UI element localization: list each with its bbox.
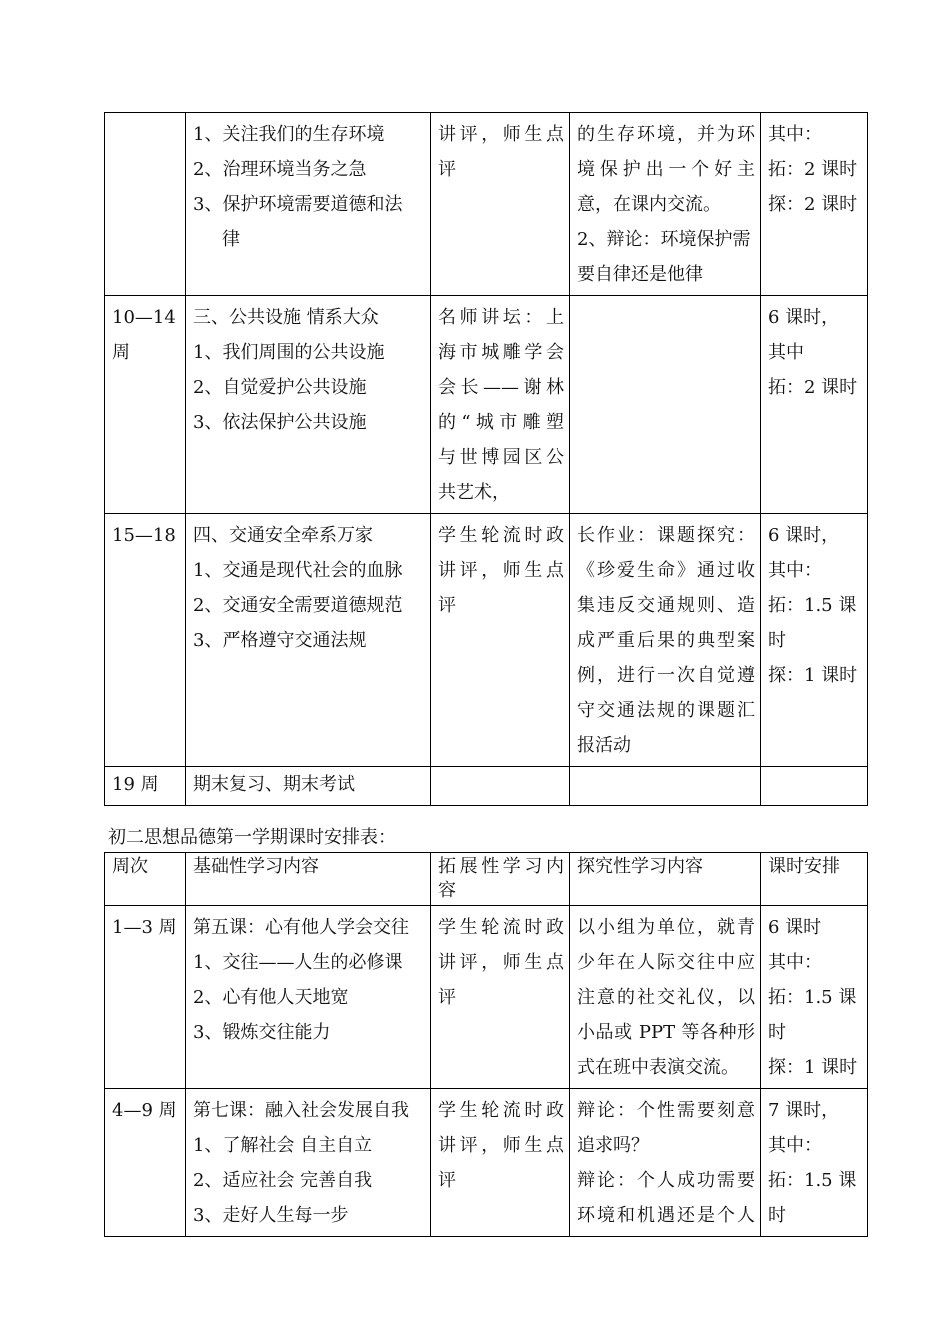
text-line: 式在班中表演交流。 <box>577 1057 739 1078</box>
text-line: 辩论：个人成功需要 <box>577 1170 755 1191</box>
text-line: 讲评，师生点 <box>438 124 564 145</box>
text-line: 7 课时， <box>768 1100 840 1121</box>
header-basic <box>186 853 431 906</box>
schedule-table <box>104 852 868 1237</box>
text-line: 名师讲坛：上 <box>438 307 564 328</box>
inquiry-content-cell <box>570 514 761 767</box>
text-line: 拓：1.5 课 <box>768 987 857 1008</box>
inquiry-content-cell <box>570 767 761 806</box>
header-label: 课时安排 <box>768 856 840 877</box>
week-label: 15—18 <box>112 525 176 546</box>
text-line: 要自律还是他律 <box>577 264 703 285</box>
text-line: 少年在人际交往中应 <box>577 952 755 973</box>
list-item: 2、治理环境当务之急 <box>193 159 367 180</box>
text-line: 讲评，师生点 <box>438 1135 564 1156</box>
text-line: 拓：1.5 课 <box>768 1170 857 1191</box>
text-line: 6 课时， <box>768 525 840 546</box>
list-item: 四、交通安全牵系万家 <box>193 525 373 546</box>
text-line: 追求吗？ <box>577 1135 649 1156</box>
text-line: 拓：2 课时 <box>768 159 858 180</box>
list-item: 2、适应社会 完善自我 <box>193 1170 373 1191</box>
table-row <box>105 296 868 514</box>
extension-content-cell <box>431 1089 570 1237</box>
week-cell <box>105 514 186 767</box>
text-line: 评 <box>438 159 456 180</box>
text-line: 时 <box>768 630 786 651</box>
text-line: 共艺术， <box>438 482 510 503</box>
list-item: 第五课：心有他人学会交往 <box>193 917 409 938</box>
week-cell <box>105 1089 186 1237</box>
week-label: 19 周 <box>112 774 159 795</box>
list-item: 三、公共设施 情系大众 <box>193 307 379 328</box>
text-line: 例，进行一次自觉遵 <box>577 665 755 686</box>
text-line: 小品或 PPT 等各种形 <box>577 1022 755 1043</box>
week-label: 4—9 周 <box>112 1100 177 1121</box>
text-line: 讲评，师生点 <box>438 560 564 581</box>
text-line: 注意的社交礼仪，以 <box>577 987 755 1008</box>
basic-content-cell <box>186 514 431 767</box>
text-line: 拓：2 课时 <box>768 377 858 398</box>
header-label: 探究性学习内容 <box>577 856 703 877</box>
week-cell <box>105 767 186 806</box>
list-item: 1、了解社会 自主自立 <box>193 1135 373 1156</box>
hours-cell <box>761 296 868 514</box>
list-item: 第七课：融入社会发展自我 <box>193 1100 409 1121</box>
text-line: 探：2 课时 <box>768 194 858 215</box>
list-item: 2、心有他人天地宽 <box>193 987 349 1008</box>
hours-cell <box>761 906 868 1089</box>
text-line: 海市城雕学会 <box>438 342 564 363</box>
header-week <box>105 853 186 906</box>
inquiry-content-cell <box>570 296 761 514</box>
table-caption: 初二思想品德第一学期课时安排表： <box>108 827 396 848</box>
extension-content-cell <box>431 296 570 514</box>
schedule-table-continued <box>104 112 868 806</box>
list-item: 1、我们周围的公共设施 <box>193 342 385 363</box>
table-row <box>105 113 868 296</box>
text-line: 其中： <box>768 124 822 145</box>
table-row <box>105 767 868 806</box>
text-line: 学生轮流时政 <box>438 1100 564 1121</box>
week-label: 10—14 周 <box>112 307 176 363</box>
list-item: 期末复习、期末考试 <box>193 774 355 795</box>
text-line: 学生轮流时政 <box>438 917 564 938</box>
hours-cell <box>761 514 868 767</box>
text-line: 长作业：课题探究： <box>577 525 755 546</box>
basic-content-cell <box>186 1089 431 1237</box>
text-line: 学生轮流时政 <box>438 525 564 546</box>
text-line: 与世博园区公 <box>438 447 564 468</box>
header-inquiry <box>570 853 761 906</box>
text-line: 意，在课内交流。 <box>577 194 721 215</box>
text-line: 6 课时 <box>768 917 822 938</box>
text-line: 环境和机遇还是个人 <box>577 1205 755 1226</box>
inquiry-content-cell <box>570 113 761 296</box>
header-extension <box>431 853 570 906</box>
list-item: 1、交往——人生的必修课 <box>193 952 403 973</box>
text-line: 以小组为单位，就青 <box>577 917 755 938</box>
basic-content-cell <box>186 296 431 514</box>
hours-cell <box>761 1089 868 1237</box>
extension-content-cell <box>431 767 570 806</box>
text-line: 2、辩论：环境保护需 <box>577 229 751 250</box>
table-header-row <box>105 853 868 906</box>
text-line: 报活动 <box>577 735 631 756</box>
text-line: 时 <box>768 1205 786 1226</box>
table-row <box>105 514 868 767</box>
extension-content-cell <box>431 113 570 296</box>
header-label: 容 <box>438 880 456 901</box>
text-line: 其中 <box>768 342 804 363</box>
text-line: 成严重后果的典型案 <box>577 630 755 651</box>
text-line: 会长——谢林 <box>438 377 564 398</box>
text-line: 境保护出一个好主 <box>577 159 755 180</box>
header-label: 周次 <box>112 856 148 877</box>
week-label: 1—3 周 <box>112 917 177 938</box>
hours-cell <box>761 767 868 806</box>
list-item: 3、保护环境需要道德和法 <box>193 194 403 215</box>
list-item: 1、关注我们的生存环境 <box>193 124 385 145</box>
text-line: 讲评，师生点 <box>438 952 564 973</box>
text-line: 时 <box>768 1022 786 1043</box>
list-item: 3、依法保护公共设施 <box>193 412 367 433</box>
text-line: 评 <box>438 987 456 1008</box>
text-line: 守交通法规的课题汇 <box>577 700 755 721</box>
list-item: 3、锻炼交往能力 <box>193 1022 331 1043</box>
header-hours <box>761 853 868 906</box>
text-line: 《珍爱生命》通过收 <box>577 560 755 581</box>
header-label: 基础性学习内容 <box>193 856 319 877</box>
basic-content-cell <box>186 113 431 296</box>
list-item: 3、严格遵守交通法规 <box>193 630 367 651</box>
text-line: 探：1 课时 <box>768 1057 858 1078</box>
text-line: 拓：1.5 课 <box>768 595 857 616</box>
text-line: 集违反交通规则、造 <box>577 595 755 616</box>
week-cell <box>105 113 186 296</box>
list-item: 律 <box>222 229 240 250</box>
week-cell <box>105 906 186 1089</box>
text-line: 6 课时， <box>768 307 840 328</box>
text-line: 探：1 课时 <box>768 665 858 686</box>
inquiry-content-cell <box>570 906 761 1089</box>
list-item: 1、交通是现代社会的血脉 <box>193 560 403 581</box>
text-line: 评 <box>438 595 456 616</box>
week-cell <box>105 296 186 514</box>
basic-content-cell <box>186 906 431 1089</box>
list-item: 2、自觉爱护公共设施 <box>193 377 367 398</box>
list-item: 2、交通安全需要道德规范 <box>193 595 403 616</box>
extension-content-cell <box>431 514 570 767</box>
extension-content-cell <box>431 906 570 1089</box>
table-row <box>105 906 868 1089</box>
text-line: 其中： <box>768 952 822 973</box>
basic-content-cell <box>186 767 431 806</box>
inquiry-content-cell <box>570 1089 761 1237</box>
text-line: 评 <box>438 1170 456 1191</box>
text-line: 其中： <box>768 560 822 581</box>
hours-cell <box>761 113 868 296</box>
text-line: 其中： <box>768 1135 822 1156</box>
header-label: 拓展性学习内 <box>438 856 564 877</box>
text-line: 的“城市雕塑 <box>438 412 564 433</box>
table-row <box>105 1089 868 1237</box>
list-item: 3、走好人生每一步 <box>193 1205 349 1226</box>
text-line: 的生存环境，并为环 <box>577 124 755 145</box>
text-line: 辩论：个性需要刻意 <box>577 1100 755 1121</box>
